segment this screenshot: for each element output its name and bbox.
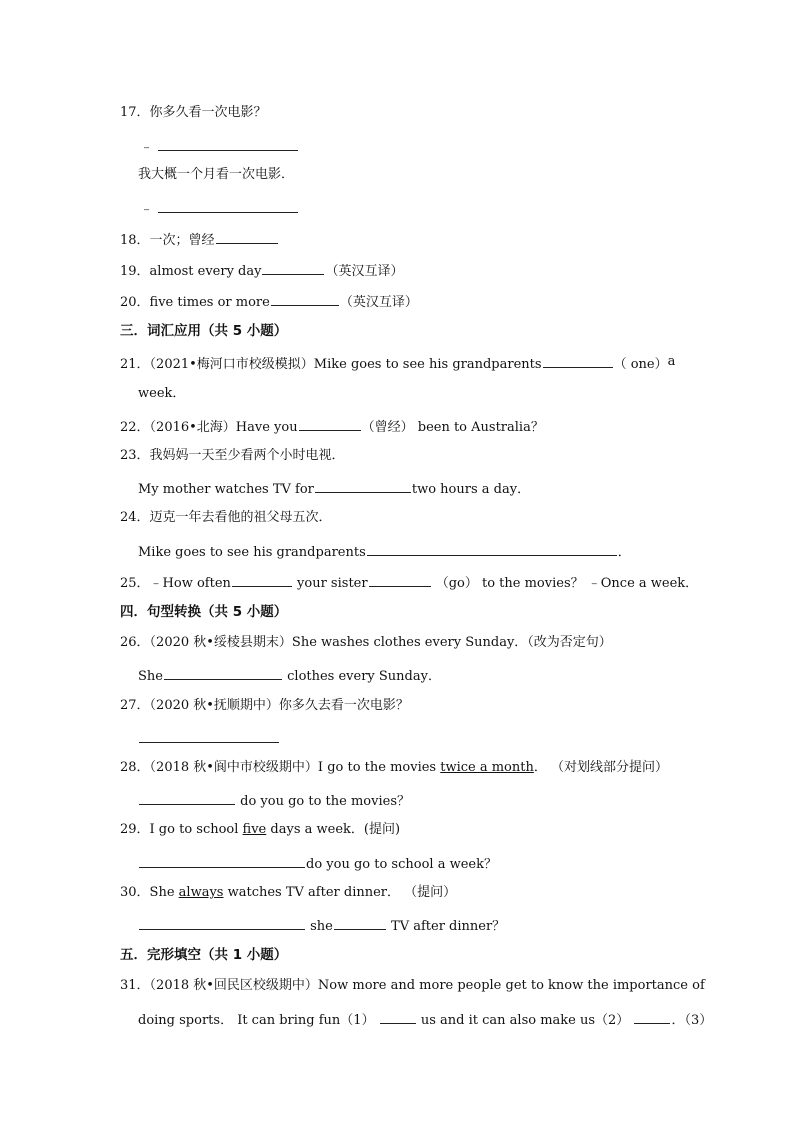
question-18-text: 18．一次；曾经 (120, 233, 215, 248)
question-26-line-2 (138, 665, 441, 686)
dash: ﹣ (140, 202, 154, 217)
question-30-rest: TV after dinner？ (391, 919, 506, 934)
question-24-line-2 (138, 541, 631, 562)
question-24-pre: Mike goes to see his grandparents (138, 545, 366, 560)
question-29-line-2 (138, 853, 497, 874)
answer-blank[interactable] (271, 291, 339, 306)
underlined-phrase: twice a month (440, 760, 534, 775)
question-26-post: clothes every Sunday． (287, 669, 441, 684)
answer-blank[interactable] (543, 353, 613, 368)
question-30 (120, 884, 456, 902)
question-31-part-b: us and it can also make us（2） (420, 1013, 630, 1028)
question-23-post: two hours a day． (411, 482, 531, 497)
question-23-line-2 (138, 478, 530, 499)
question-25 (120, 572, 698, 593)
answer-blank[interactable] (164, 665, 282, 680)
question-20 (120, 291, 418, 312)
section-heading-5: 五．完形填空（共 1 小题） (120, 947, 288, 963)
question-27-line-2 (138, 728, 280, 749)
answer-blank[interactable] (334, 915, 386, 930)
answer-blank[interactable] (158, 198, 298, 213)
question-30-note: watches TV after dinner． （提问） (223, 885, 457, 900)
question-22-text: 22．（2016•北海）Have you (120, 420, 298, 435)
question-29 (120, 821, 400, 839)
answer-blank[interactable] (139, 790, 235, 805)
question-29-note: days a week．(提问) (266, 822, 401, 837)
question-25-text: 25．﹣How often (120, 576, 231, 591)
question-24-post: ． (617, 545, 631, 560)
question-30-line-2 (138, 915, 505, 936)
answer-blank[interactable] (139, 853, 305, 868)
question-28 (120, 759, 668, 777)
question-23-text: 23．我妈妈一天至少看两个小时电视． (120, 448, 345, 463)
question-30-text: 30．She (120, 885, 179, 900)
question-29-rest: do you go to school a week？ (306, 857, 497, 872)
question-21-line-2: week． (138, 386, 186, 401)
answer-blank[interactable] (139, 728, 279, 743)
question-22 (120, 416, 544, 437)
answer-blank[interactable] (232, 572, 292, 587)
question-21-text: 21．（2021•梅河口市校级模拟）Mike goes to see his grandparents （ one） (120, 353, 668, 374)
question-27-text: 27．（2020 秋•抚顺期中）你多久去看一次电影？ (120, 698, 409, 713)
answer-blank[interactable] (315, 478, 411, 493)
question-31-line-2 (138, 1009, 712, 1030)
dash: ﹣ (140, 140, 154, 155)
question-23-pre: My mother watches TV for (138, 482, 314, 497)
question-17-answer-line-2 (140, 198, 299, 219)
question-19-text: 19．almost every day (120, 264, 262, 279)
question-17-answer-line-1 (140, 136, 299, 157)
question-26-pre: She (138, 669, 163, 684)
question-30-mid: she (310, 919, 333, 934)
question-21-end: a (667, 354, 676, 369)
answer-blank[interactable] (262, 260, 324, 275)
answer-blank[interactable] (139, 915, 305, 930)
question-25-mid: your sister (297, 576, 368, 591)
question-28-note: ． （对划线部分提问） (533, 760, 668, 775)
section-heading-3: 三．词汇应用（共 5 小题） (120, 323, 288, 339)
question-19 (120, 260, 404, 281)
question-22-rest: （曾经） been to Australia？ (361, 420, 544, 435)
question-31-part-c: ．（3） (671, 1013, 713, 1028)
question-31-text: 31．（2018 秋•回民区校级期中）Now more and more people get to know the importance of (120, 978, 705, 993)
question-26-text: 26．（2020 秋•绥棱县期末）She washes clothes every Sunday．（改为否定句） (120, 635, 612, 650)
question-24-text: 24．迈克一年去看他的祖父母五次． (120, 510, 332, 525)
answer-blank[interactable] (299, 416, 361, 431)
question-21 (120, 353, 674, 374)
question-28-line-2 (138, 790, 410, 811)
section-heading-4: 四．句型转换（共 5 小题） (120, 604, 288, 620)
question-28-text: 28．（2018 秋•阆中市校级期中）I go to the movies (120, 760, 441, 775)
question-19-note: （英汉互译） (325, 264, 404, 279)
question-25-rest: （go） to the movies？ ﹣Once a week． (435, 576, 699, 591)
question-21-hint: （ one） (613, 357, 668, 372)
underlined-phrase: five (242, 822, 267, 837)
question-18 (120, 229, 279, 250)
answer-blank-2[interactable] (634, 1009, 670, 1024)
question-20-text: 20．five times or more (120, 295, 270, 310)
answer-blank[interactable] (158, 136, 298, 151)
answer-blank[interactable] (367, 541, 617, 556)
question-31-part-a: doing sports． It can bring fun（1） (138, 1013, 375, 1028)
underlined-phrase: always (178, 885, 224, 900)
question-17-text: 17．你多久看一次电影？ (120, 105, 267, 120)
question-20-note: （英汉互译） (339, 295, 418, 310)
answer-blank-1[interactable] (380, 1009, 416, 1024)
question-17-sentence: 我大概一个月看一次电影． (138, 167, 295, 182)
answer-blank[interactable] (216, 229, 278, 244)
question-28-rest: do you go to the movies？ (240, 794, 411, 809)
answer-blank[interactable] (369, 572, 431, 587)
question-29-text: 29．I go to school (120, 822, 243, 837)
